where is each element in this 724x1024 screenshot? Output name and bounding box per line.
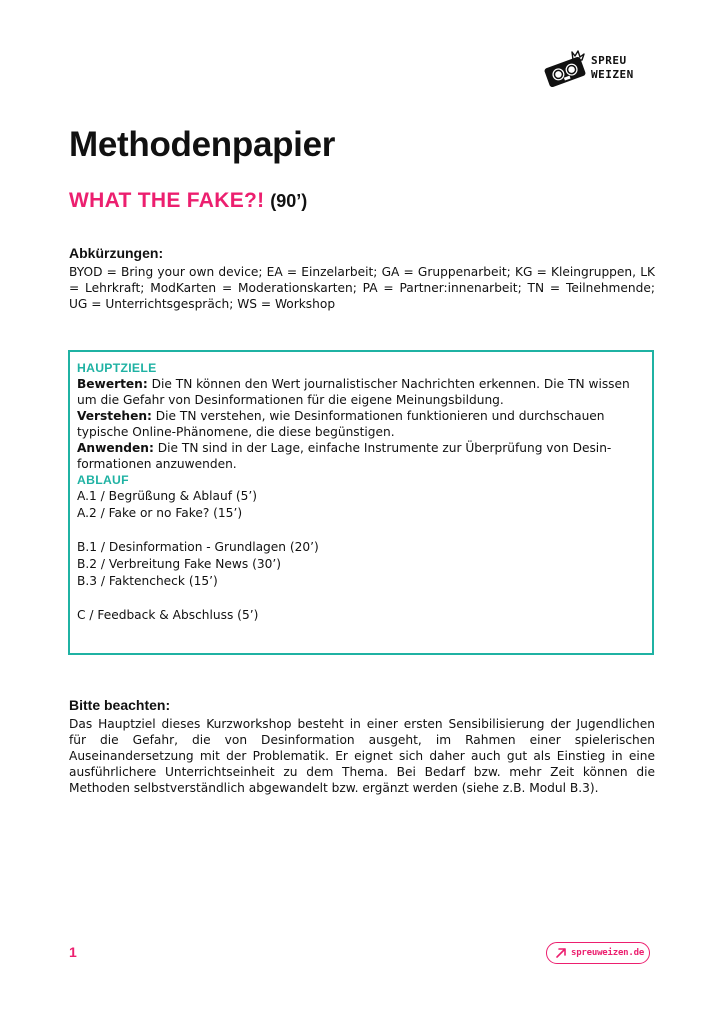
flow-item: A.1 / Begrüßung & Ablauf (5’) (77, 489, 258, 503)
goals-heading: HAUPTZIELE (77, 361, 157, 375)
flow-list (77, 488, 645, 624)
page-title: Methodenpapier (69, 125, 336, 164)
workshop-title (69, 188, 307, 214)
goal-label: Verstehen: (77, 409, 152, 423)
flow-spacer (77, 522, 645, 539)
flow-spacer (77, 590, 645, 607)
goal-label: Bewerten: (77, 377, 148, 391)
abbreviations-section (69, 244, 655, 312)
website-link-text[interactable]: spreuweizen.de (571, 948, 645, 958)
goal-item (77, 440, 645, 472)
flow-heading: ABLAUF (77, 473, 129, 487)
note-text: Das Hauptziel dieses Kurzworkshop besteht in einer ersten Sensibilisierung der Jugendlichen für die Gefahr, die von Desinformation ausgeht, im Rahmen einer spielerischen Auseinandersetzung mit der Problematik. Er eignet sich daher auch gut als Einstieg in eine ausführlichere Unterrichtseinheit zu dem Thema. Bei Bedarf bzw. mehr Zeit können die Methoden selbstverständlich abgewandelt bzw. ergänzt werden (siehe z.B. Modul B.3). (69, 717, 655, 795)
note-heading: Bitte beachten: (69, 697, 171, 713)
brand-wordmark (591, 54, 634, 82)
note-section (69, 696, 655, 796)
goal-text: Die TN können den Wert journalistischer Nachrichten erkennen. Die TN wissen um die Gefahr von Desinformationen für die eigene Meinungsbildung. (77, 377, 630, 407)
abbreviations-text: BYOD = Bring your own device; EA = Einzelarbeit; GA = Gruppenarbeit; KG = Kleingruppen, LK = Lehrkraft; ModKarten = Moderationskarten; PA = Partner:innenarbeit; TN = Teilnehmende; UG = Unterrichtsgespräch; WS = Workshop (69, 265, 655, 311)
goal-label: Anwenden: (77, 441, 154, 455)
mascot-ticket-icon (542, 46, 588, 92)
goal-text: Die TN sind in der Lage, einfache Instrumente zur Überprüfung von Desinformationen anzuwenden. (77, 441, 612, 471)
workshop-duration: (90’) (270, 191, 308, 211)
goal-item (77, 376, 645, 408)
goals-and-flow-box (68, 350, 654, 655)
workshop-name: WHAT THE FAKE?! (69, 189, 265, 212)
brand-logo (542, 46, 652, 92)
brand-wordmark-line2: WEIZEN (591, 68, 634, 81)
flow-item: B.1 / Desinformation - Grundlagen (20’) (77, 540, 319, 554)
flow-item: A.2 / Fake or no Fake? (15’) (77, 506, 243, 520)
goal-text: Die TN verstehen, wie Desinformationen funktionieren und durchschauen typische Online-Phänomene, die diese begünstigen. (77, 409, 605, 439)
website-link[interactable] (546, 942, 650, 964)
goal-item (77, 408, 645, 440)
flow-item: C / Feedback & Abschluss (5’) (77, 608, 259, 622)
flow-item: B.3 / Faktencheck (15’) (77, 574, 218, 588)
brand-wordmark-line1: SPREU (591, 54, 627, 67)
page-number: 1 (69, 944, 77, 960)
arrow-up-right-icon (555, 947, 567, 959)
abbreviations-heading: Abkürzungen: (69, 245, 164, 261)
flow-item: B.2 / Verbreitung Fake News (30’) (77, 557, 281, 571)
